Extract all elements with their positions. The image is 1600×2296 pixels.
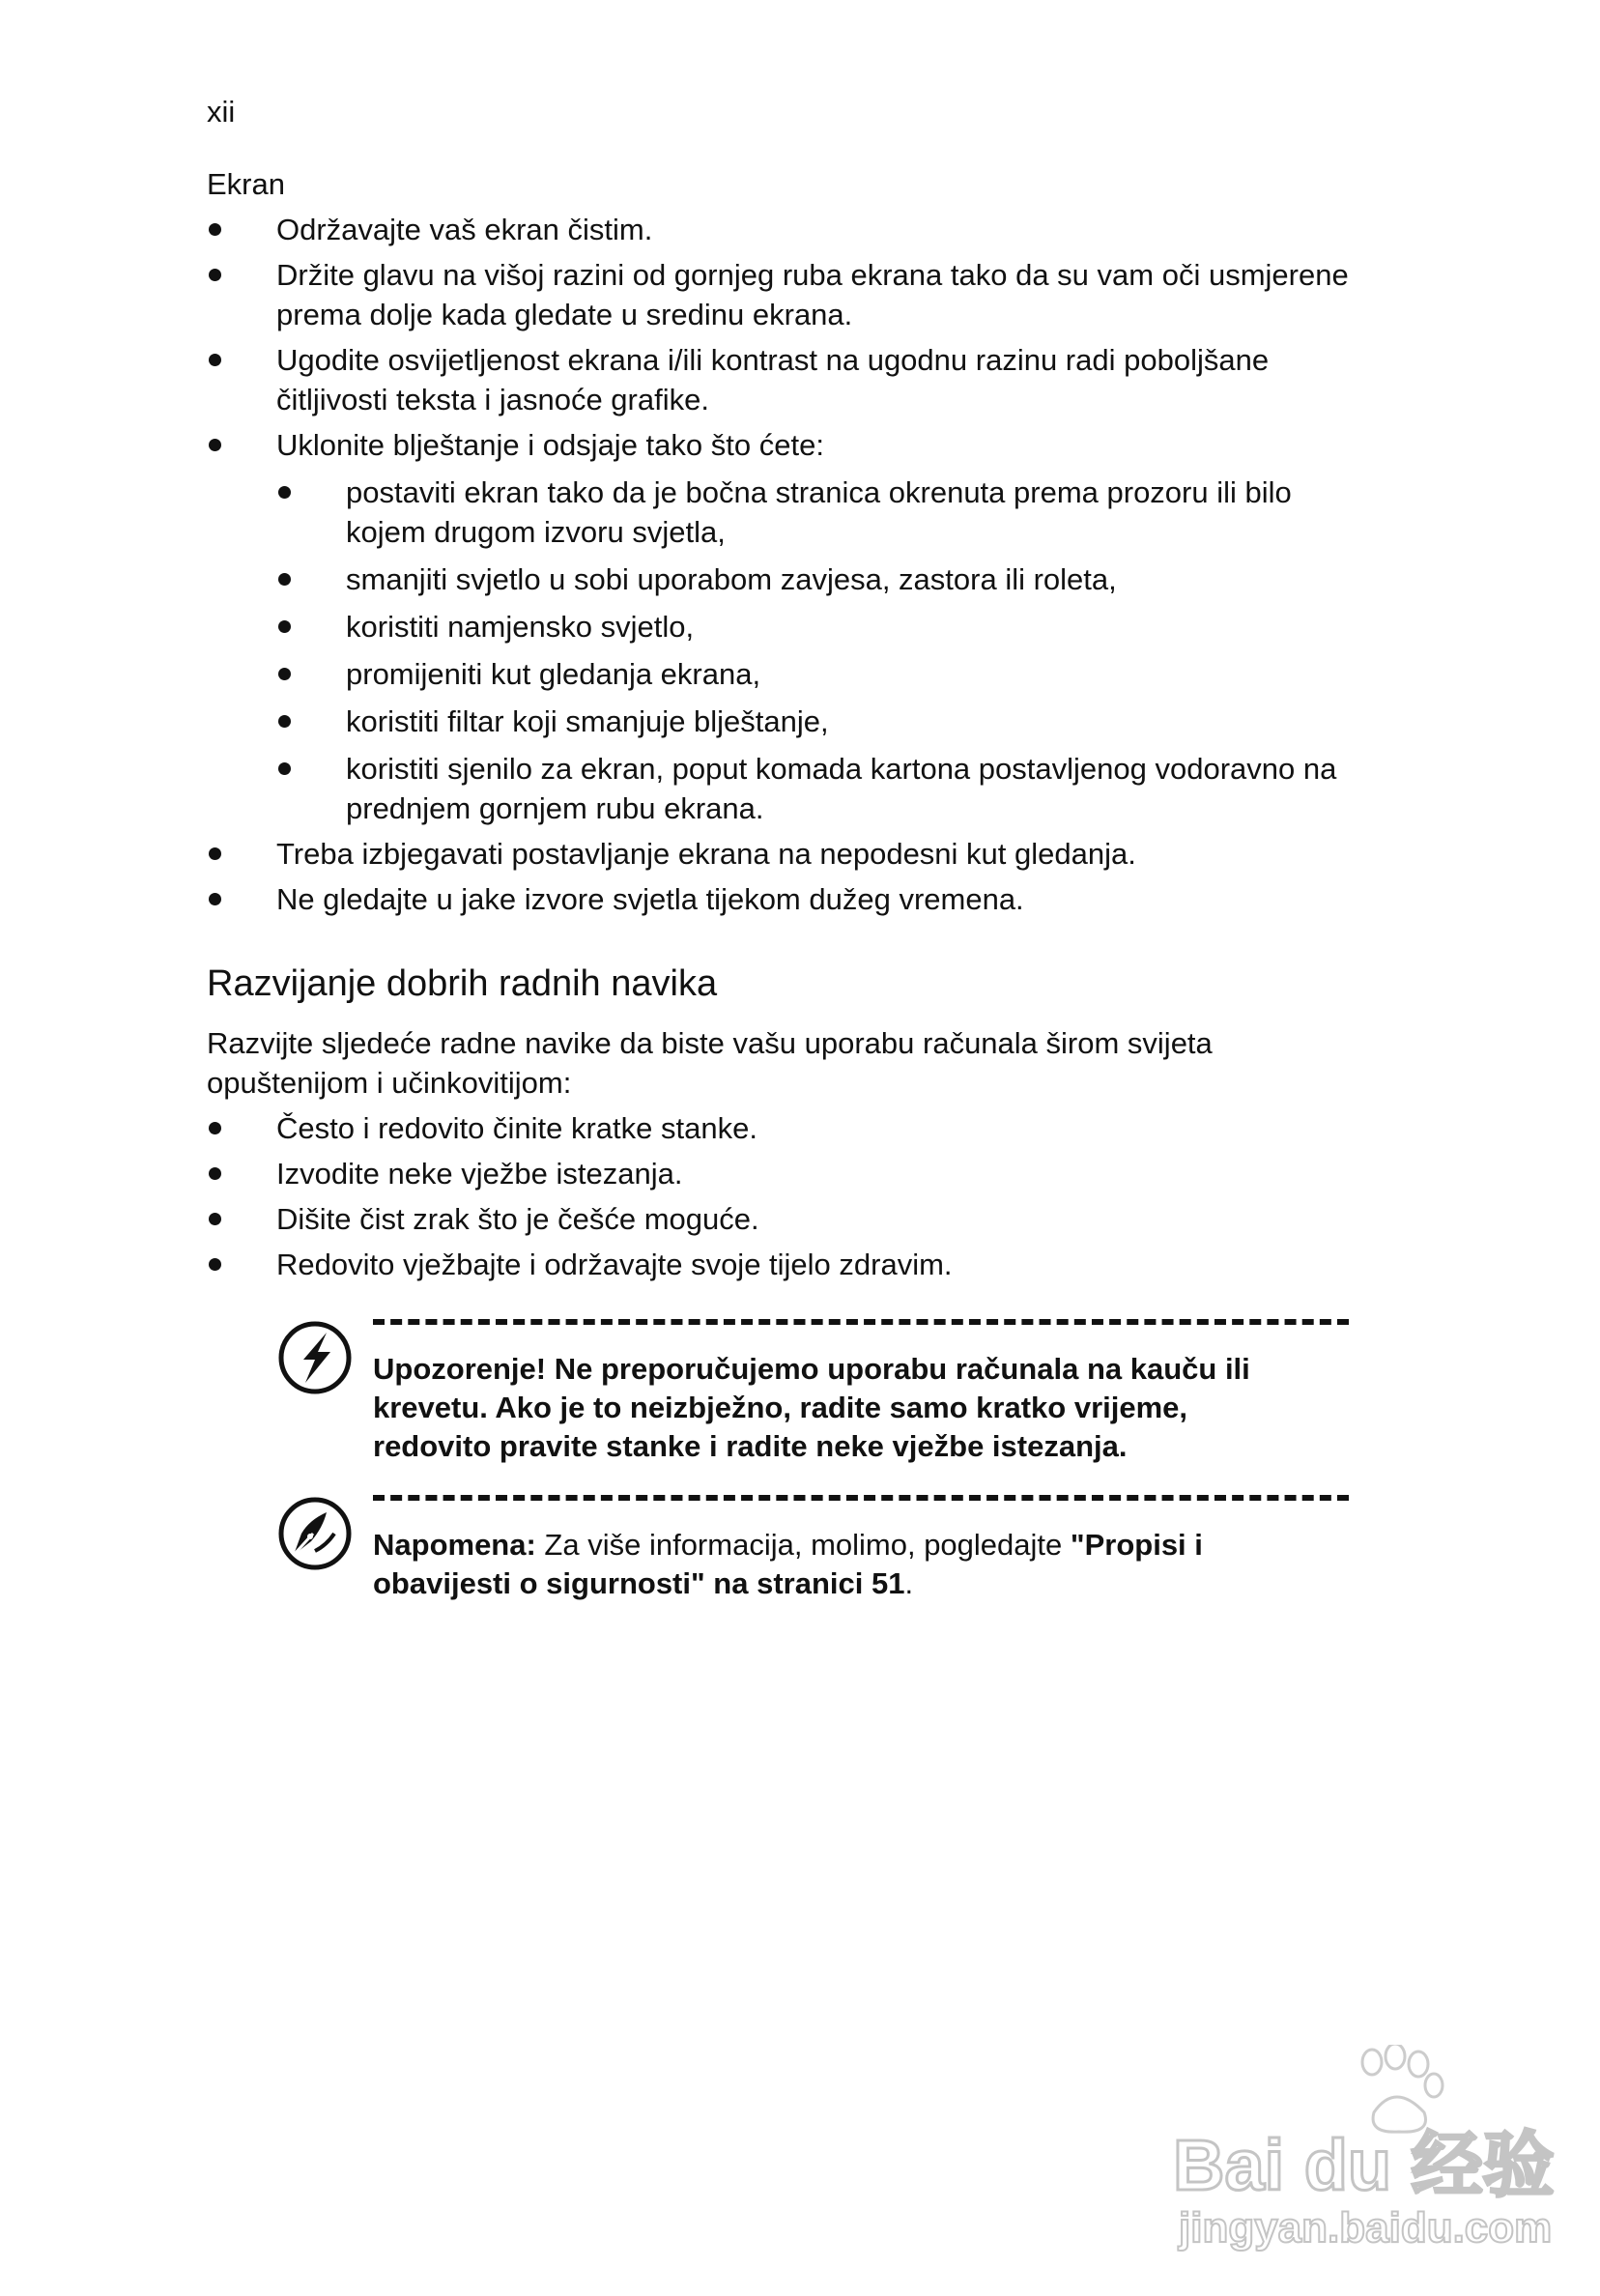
sublist-item-text: koristiti namjensko svjetlo, bbox=[346, 610, 695, 644]
divider bbox=[373, 1319, 1349, 1325]
sublist-item bbox=[276, 749, 1357, 828]
bullet-icon bbox=[278, 762, 291, 775]
list-item-text: Ne gledajte u jake izvore svjetla tijekom dužeg vremena. bbox=[276, 882, 1024, 916]
list-item bbox=[207, 1154, 1357, 1193]
bullet-icon bbox=[209, 269, 221, 281]
list-item-text: Ugodite osvijetljenost ekrana i/ili kontrast na ugodnu razinu radi poboljšane čitljivosti teksta i jasnoće grafike. bbox=[276, 343, 1270, 416]
sublist-item-text: smanjiti svjetlo u sobi uporabom zavjesa, zastora ili roleta, bbox=[346, 562, 1117, 596]
list-item bbox=[207, 425, 1357, 828]
screen-list bbox=[207, 210, 1357, 919]
list-item bbox=[207, 1245, 1357, 1284]
bullet-icon bbox=[209, 847, 221, 860]
lightning-warning-icon bbox=[276, 1319, 354, 1396]
watermark-brand: Bai du 经验 bbox=[1173, 2125, 1555, 2205]
habits-intro: Razvijte sljedeće radne navike da biste vašu uporabu računala širom svijeta opuštenijom i učinkovitijom: bbox=[207, 1026, 1213, 1100]
bullet-icon bbox=[278, 715, 291, 728]
list-item bbox=[207, 834, 1357, 874]
bullet-icon bbox=[209, 893, 221, 905]
watermark-url: jingyan.baidu.com bbox=[1179, 2204, 1553, 2252]
bullet-icon bbox=[278, 573, 291, 586]
habits-list bbox=[207, 1108, 1357, 1284]
list-item-text: Treba izbjegavati postavljanje ekrana na nepodesni kut gledanja. bbox=[276, 837, 1136, 871]
bullet-icon bbox=[209, 223, 221, 236]
list-item-text: Izvodite neke vježbe istezanja. bbox=[276, 1157, 683, 1191]
note-label: Napomena: bbox=[373, 1528, 536, 1562]
warning-notice bbox=[276, 1319, 1357, 1466]
page-content bbox=[207, 164, 1357, 1603]
glare-sublist bbox=[276, 473, 1357, 828]
bullet-icon bbox=[278, 620, 291, 633]
sublist-item bbox=[276, 702, 1357, 741]
sublist-item-text: koristiti sjenilo za ekran, poput komada kartona postavljenog vodoravno na prednjem gornjem rubu ekrana. bbox=[346, 752, 1337, 825]
warning-text: Upozorenje! Ne preporučujemo uporabu računala na kauču ili krevetu. Ako je to neizbježno, radite samo kratko vrijeme, redovito pravite stanke i radite neke vježbe istezanja. bbox=[373, 1352, 1250, 1463]
baidu-watermark bbox=[1171, 2045, 1557, 2257]
bullet-icon bbox=[209, 1122, 221, 1134]
note-reference-link[interactable]: "Propisi i obavijesti o sigurnosti" na stranici 51 bbox=[373, 1528, 1203, 1600]
pen-note-icon bbox=[276, 1495, 354, 1572]
list-item bbox=[207, 1199, 1357, 1239]
screen-heading: Ekran bbox=[207, 167, 285, 201]
sublist-item bbox=[276, 607, 1357, 646]
list-item bbox=[207, 879, 1357, 919]
note-body: Za više informacija, molimo, pogledajte bbox=[535, 1528, 1071, 1562]
bullet-icon bbox=[209, 1167, 221, 1180]
list-item-text: Dišite čist zrak što je češće moguće. bbox=[276, 1202, 759, 1236]
page-number: xii bbox=[207, 95, 236, 129]
list-item bbox=[207, 255, 1357, 334]
note-text: Napomena: Za više informacija, molimo, pogledajte "Propisi i obavijesti o sigurnosti" na stranici 51. bbox=[373, 1528, 1203, 1600]
bullet-icon bbox=[209, 439, 221, 451]
list-item bbox=[207, 1108, 1357, 1148]
section-heading: Razvijanje dobrih radnih navika bbox=[207, 963, 718, 1004]
sublist-item-text: koristiti filtar koji smanjuje blještanje, bbox=[346, 704, 829, 738]
bullet-icon bbox=[278, 668, 291, 680]
list-item-text: Držite glavu na višoj razini od gornjeg ruba ekrana tako da su vam oči usmjerene prema dolje kada gledate u sredinu ekrana. bbox=[276, 258, 1349, 331]
sublist-item-text: postaviti ekran tako da je bočna stranica okrenuta prema prozoru ili bilo kojem drugom izvoru svjetla, bbox=[346, 475, 1292, 549]
list-item-text: Uklonite blještanje i odsjaje tako što ćete: bbox=[276, 428, 824, 462]
list-item-text: Održavajte vaš ekran čistim. bbox=[276, 213, 653, 246]
list-item bbox=[207, 340, 1357, 419]
divider bbox=[373, 1495, 1349, 1501]
sublist-item bbox=[276, 654, 1357, 694]
list-item-text: Često i redovito činite kratke stanke. bbox=[276, 1111, 757, 1145]
sublist-item-text: promijeniti kut gledanja ekrana, bbox=[346, 657, 761, 691]
bullet-icon bbox=[209, 354, 221, 366]
bullet-icon bbox=[278, 486, 291, 499]
bullet-icon bbox=[209, 1258, 221, 1271]
list-item bbox=[207, 210, 1357, 249]
sublist-item bbox=[276, 560, 1357, 599]
list-item-text: Redovito vježbajte i održavajte svoje tijelo zdravim. bbox=[276, 1248, 953, 1281]
sublist-item bbox=[276, 473, 1357, 552]
bullet-icon bbox=[209, 1213, 221, 1225]
note-notice bbox=[276, 1495, 1357, 1603]
